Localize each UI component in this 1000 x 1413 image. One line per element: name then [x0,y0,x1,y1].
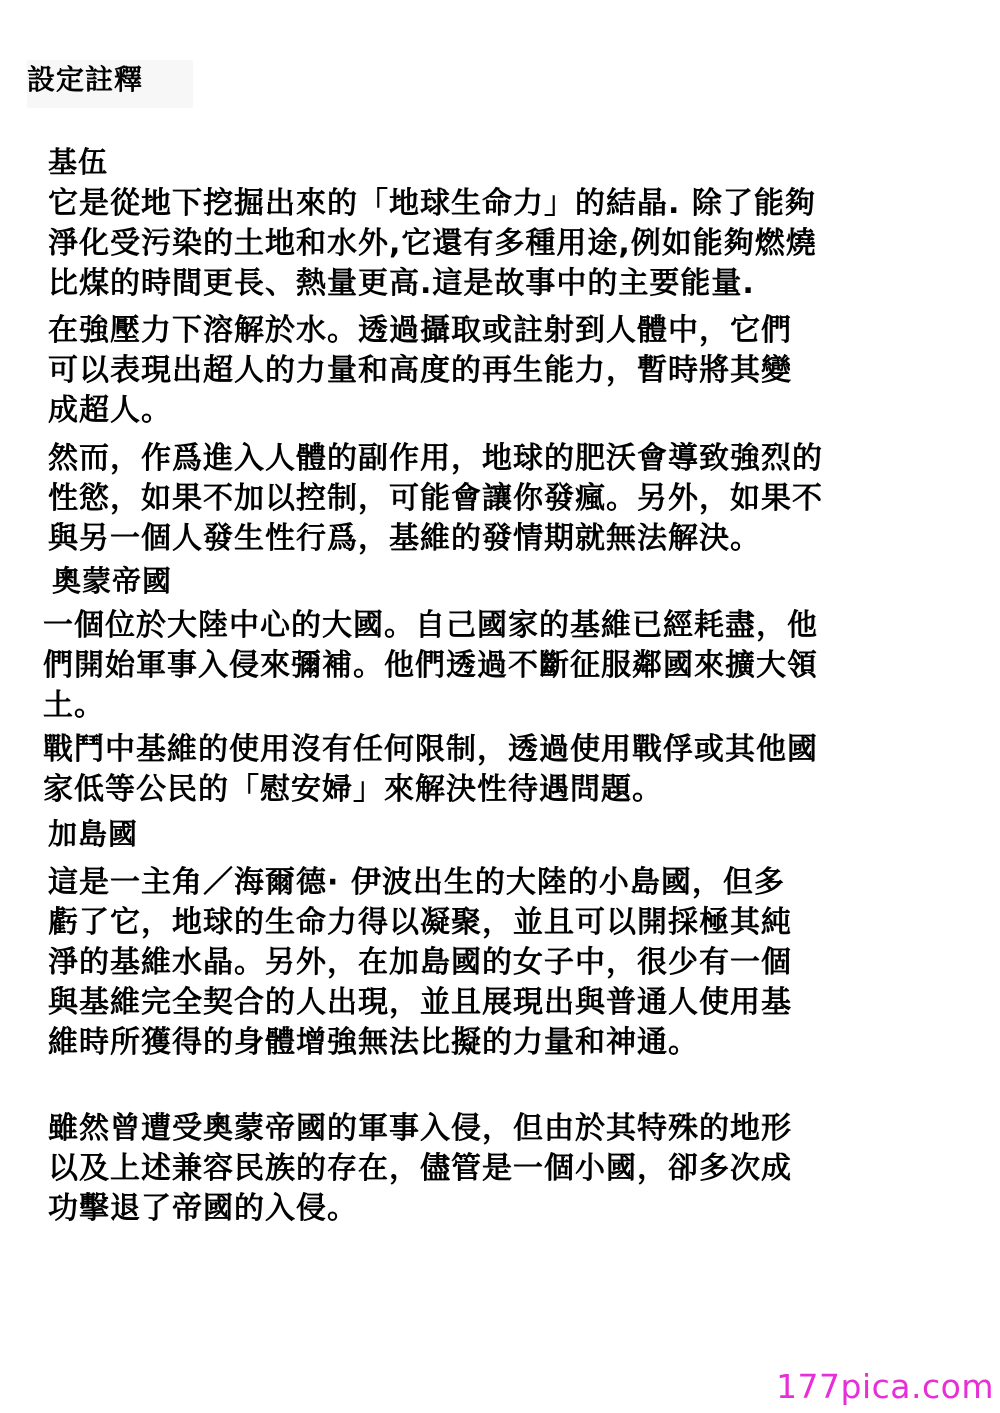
text-line: 成超人。 [48,393,172,428]
text-line: 功擊退了帝國的入侵。 [48,1191,358,1226]
paragraph-aomeng-1 [43,606,818,726]
section-heading-aomeng: 奧蒙帝國 [52,564,173,598]
text-line: 與另一個人發生性行爲，基維的發情期就無法解決。 [48,521,761,556]
text-line: 以及上述兼容民族的存在，儘管是一個小國，卻多次成 [48,1151,792,1186]
paragraph-jiadao-1 [48,863,792,1063]
text-line: 土。 [43,688,105,723]
paragraph-jiwu-3 [48,439,823,559]
section-heading-jiwu: 基伍 [48,145,109,179]
paragraph-aomeng-2 [43,730,818,810]
text-line: 淨的基維水晶。另外，在加島國的女子中，很少有一個 [48,945,792,980]
text-line: 性慾，如果不加以控制，可能會讓你發瘋。另外，如果不 [48,481,823,516]
text-line: 可以表現出超人的力量和高度的再生能力，暫時將其變 [48,353,792,388]
page-title: 設定註釋 [27,60,193,108]
text-line: 家低等公民的「慰安婦」來解決性待遇問題。 [43,772,663,807]
text-line: 與基維完全契合的人出現，並且展現出與普通人使用基 [48,985,792,1020]
text-line: 然而，作爲進入人體的副作用，地球的肥沃會導致強烈的 [48,441,823,476]
text-line: 虧了它，地球的生命力得以凝聚，並且可以開採極其純 [48,905,792,940]
paragraph-jiwu-2 [48,311,792,431]
watermark: 177pica.com [776,1367,994,1406]
text-line: 一個位於大陸中心的大國。自己國家的基維已經耗盡，他 [43,608,818,643]
text-line: 淨化受污染的土地和水外,它還有多種用途,例如能夠燃燒 [48,226,817,261]
text-line: 戰鬥中基維的使用沒有任何限制，透過使用戰俘或其他國 [43,732,818,767]
section-heading-jiadao: 加島國 [48,817,139,851]
paragraph-jiadao-2 [48,1109,792,1229]
text-line: 們開始軍事入侵來彌補。他們透過不斷征服鄰國來擴大領 [43,648,818,683]
text-line: 雖然曾遭受奧蒙帝國的軍事入侵，但由於其特殊的地形 [48,1111,792,1146]
text-line: 在強壓力下溶解於水。透過攝取或註射到人體中，它們 [48,313,792,348]
text-line: 這是一主角／海爾德· 伊波出生的大陸的小島國，但多 [48,865,785,900]
paragraph-jiwu-1 [48,184,817,304]
text-line: 比煤的時間更長、熱量更高.這是故事中的主要能量. [48,266,755,301]
text-line: 維時所獲得的身體增強無法比擬的力量和神通。 [48,1025,699,1060]
text-line: 它是從地下挖掘出來的「地球生命力」的結晶. 除了能夠 [48,186,816,221]
